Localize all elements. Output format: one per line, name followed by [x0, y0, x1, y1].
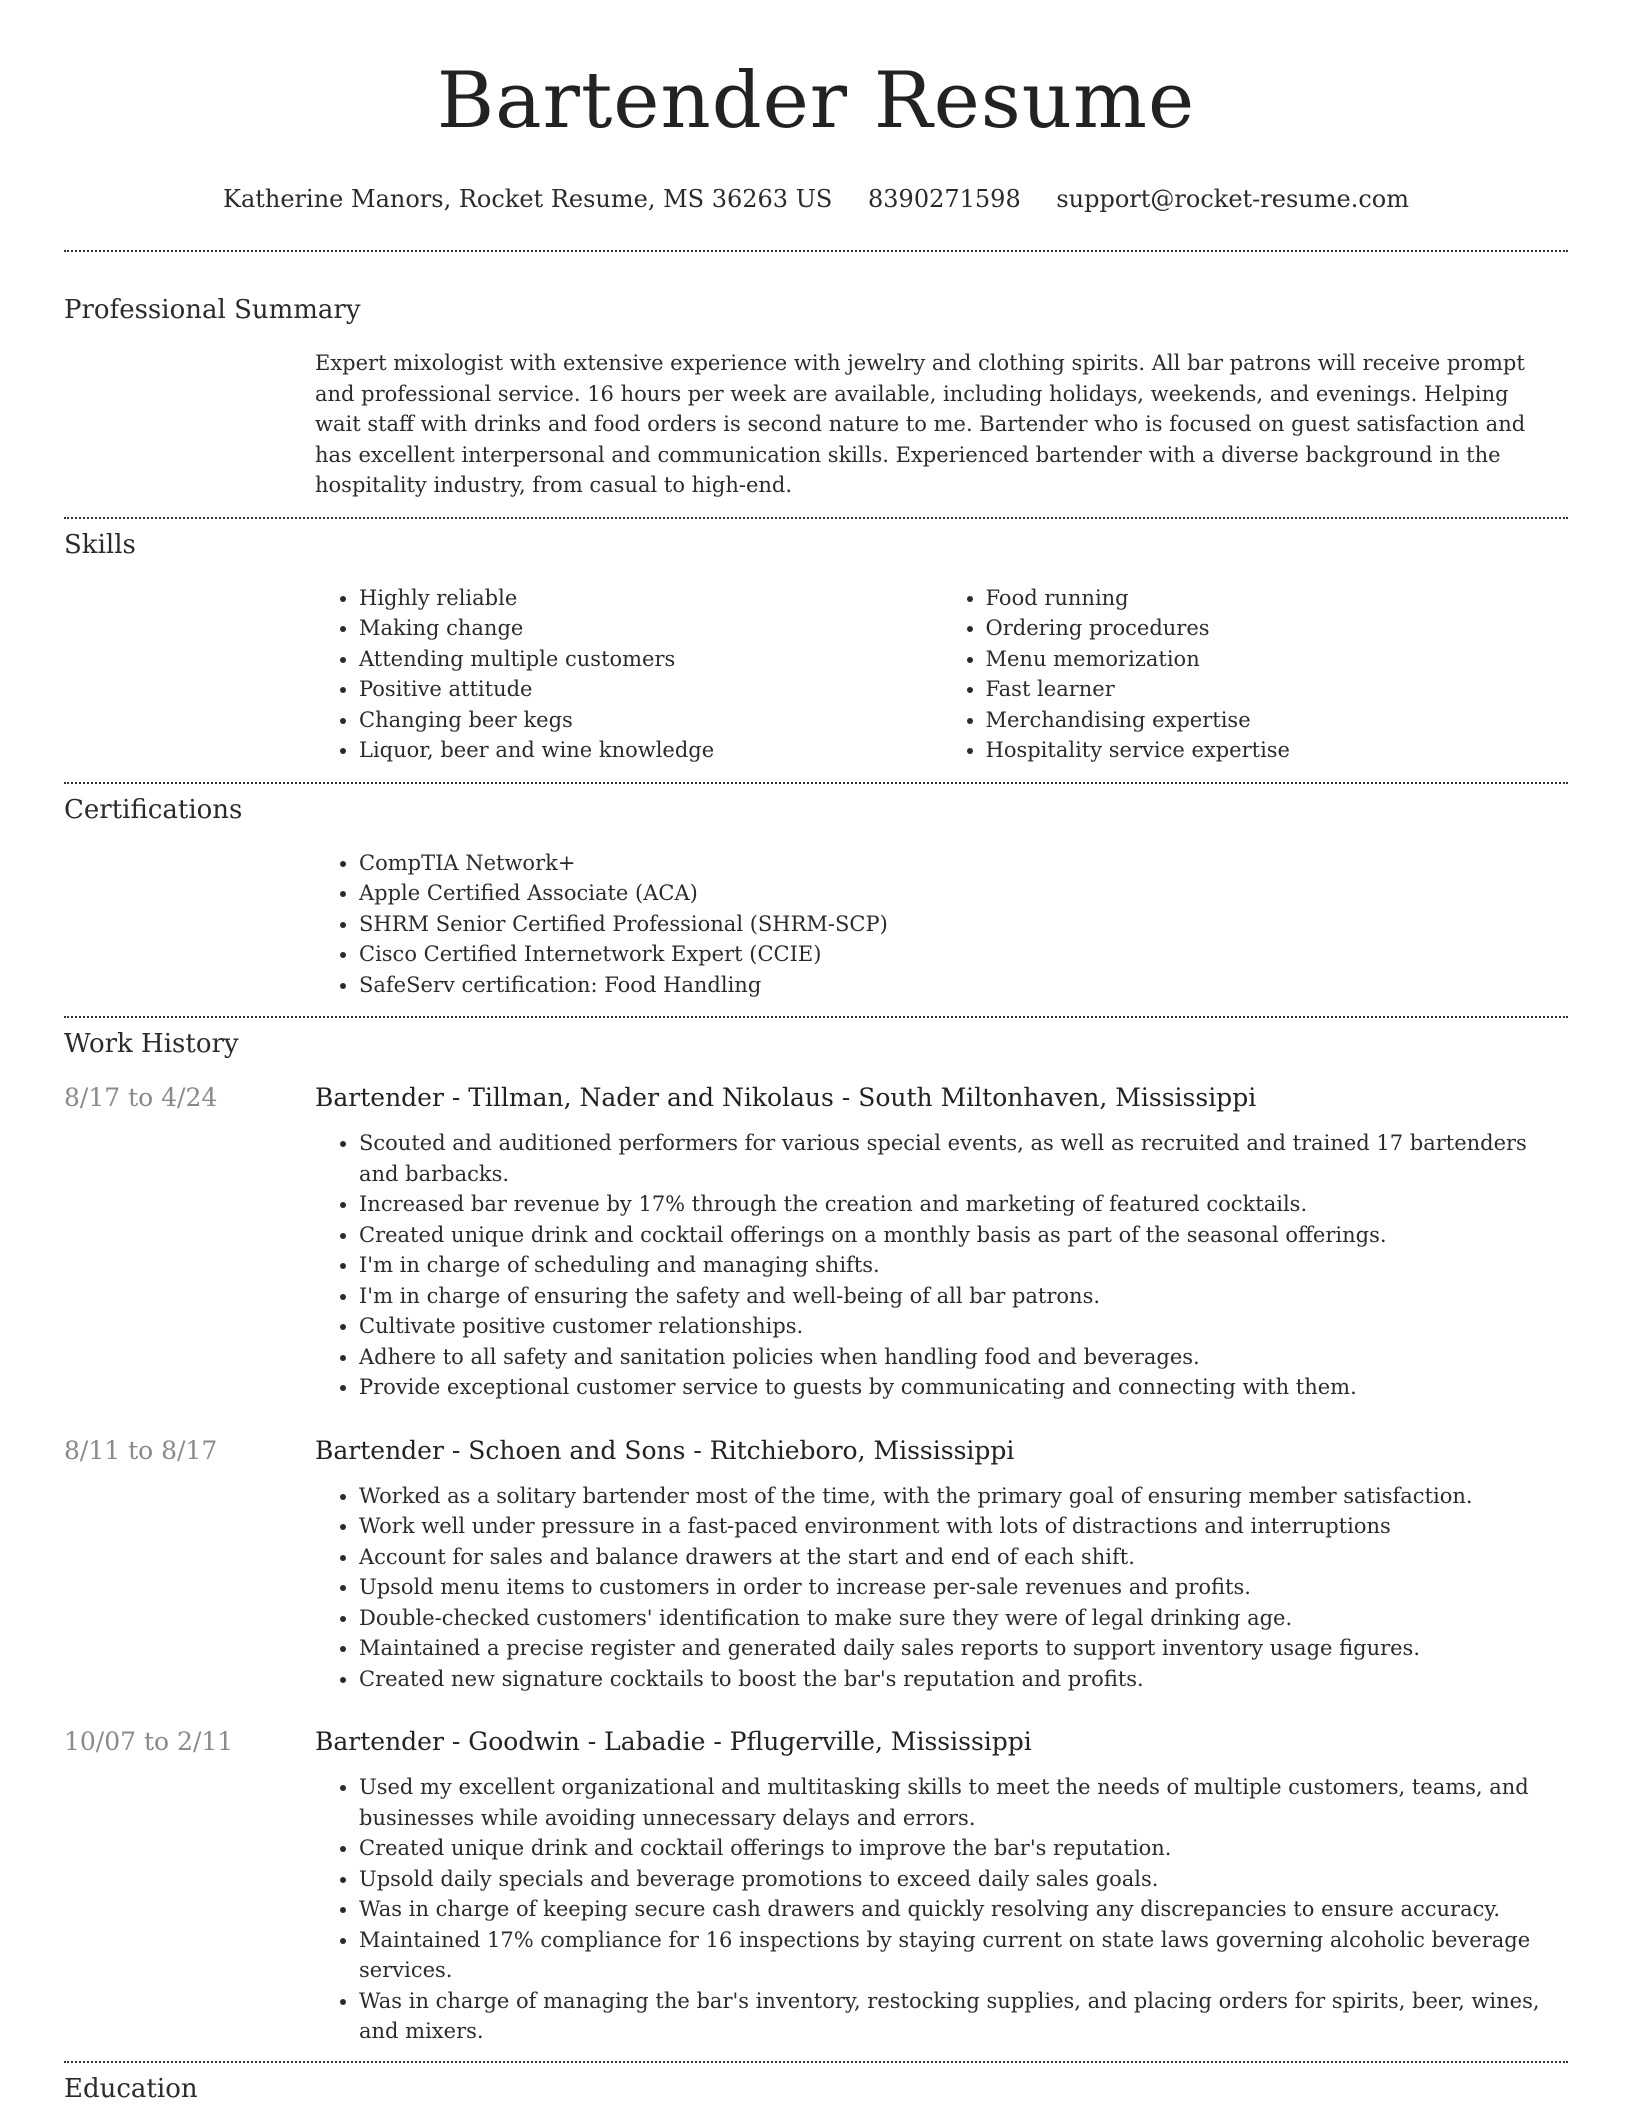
job-bullet: • Upsold daily specials and beverage promotions to exceed daily sales goals.	[359, 1864, 1568, 1895]
job-bullet: • Maintained 17% compliance for 16 inspections by staying current on state laws governing alcoholic beverage services.	[359, 1925, 1568, 1986]
job-title: Bartender - Schoen and Sons - Ritchieboro, Mississippi	[315, 1435, 1015, 1465]
job-dates: 8/11 to 8/17	[64, 1435, 218, 1465]
summary-heading: Professional Summary	[64, 295, 361, 325]
job-entry	[64, 1082, 1568, 1403]
certifications-list-wrap	[315, 848, 1568, 1017]
education-section	[64, 2063, 1568, 2105]
skill-item: • Menu memorization	[986, 644, 1569, 675]
skills-grid	[315, 583, 1568, 782]
skill-item: • Ordering procedures	[986, 613, 1569, 644]
summary-text: Expert mixologist with extensive experience with jewelry and clothing spirits. All bar patrons will receive prompt and professional service. 16 hours per week are available, including holidays, weekends, and evenings. Helping wait staff with drinks and food orders is second nature to me. Bartender who is focused on guest satisfaction and has excellent interpersonal and communication skills. Experienced bartender with a diverse background in the hospitality industry, from casual to high-end.	[315, 351, 1526, 497]
job-header	[64, 1435, 1568, 1467]
job-bullet: • Maintained a precise register and generated daily sales reports to support inventory usage figures.	[359, 1633, 1568, 1664]
job-bullet: • Was in charge of keeping secure cash drawers and quickly resolving any discrepancies to ensure accuracy.	[359, 1894, 1568, 1925]
skills-heading: Skills	[64, 529, 136, 560]
job-bullets-wrap	[315, 1128, 1568, 1403]
job-dates: 10/07 to 2/11	[64, 1727, 234, 1756]
certifications-section	[64, 784, 1568, 1017]
contact-address: Katherine Manors, Rocket Resume, MS 36263 US	[223, 185, 833, 213]
job-dates: 8/17 to 4/24	[64, 1083, 218, 1112]
education-heading: Education	[64, 2073, 198, 2104]
job-title: Bartender - Tillman, Nader and Nikolaus - South Miltonhaven, Mississippi	[315, 1083, 1257, 1112]
resume-title: Bartender Resume	[436, 56, 1196, 146]
contact-line	[64, 184, 1568, 214]
certification-item: • Apple Certified Associate (ACA)	[359, 878, 1568, 909]
work-history-heading: Work History	[64, 1029, 239, 1059]
skills-section	[64, 519, 1568, 782]
skill-item: • Fast learner	[986, 674, 1569, 705]
job-header	[64, 1082, 1568, 1114]
job-bullet: • Created new signature cocktails to boost the bar's reputation and profits.	[359, 1664, 1568, 1695]
job-bullets-wrap	[315, 1481, 1568, 1695]
skill-item: • Liquor, beer and wine knowledge	[359, 735, 942, 766]
summary-section	[64, 252, 1568, 517]
skill-item: • Merchandising expertise	[986, 705, 1569, 736]
skill-item: • Attending multiple customers	[359, 644, 942, 675]
contact-email: support@rocket-resume.com	[1056, 185, 1409, 213]
skill-item: • Positive attitude	[359, 674, 942, 705]
job-bullet: • Provide exceptional customer service to guests by communicating and connecting with them.	[359, 1372, 1568, 1403]
job-bullet: • Work well under pressure in a fast-paced environment with lots of distractions and interruptions	[359, 1511, 1568, 1542]
skills-list-right	[942, 583, 1569, 766]
certification-item: • Cisco Certified Internetwork Expert (CCIE)	[359, 939, 1568, 970]
certification-item: • SHRM Senior Certified Professional (SHRM-SCP)	[359, 909, 1568, 940]
job-bullets	[315, 1128, 1568, 1403]
job-bullet: • Created unique drink and cocktail offerings on a monthly basis as part of the seasonal offerings.	[359, 1220, 1568, 1251]
job-title: Bartender - Goodwin - Labadie - Pflugerville, Mississippi	[315, 1727, 1032, 1756]
job-bullet: • Adhere to all safety and sanitation policies when handling food and beverages.	[359, 1342, 1568, 1373]
job-bullet: • Scouted and auditioned performers for various special events, as well as recruited and trained 17 bartenders and barbacks.	[359, 1128, 1568, 1189]
job-bullets-wrap	[315, 1772, 1568, 2061]
job-bullet: • Double-checked customers' identification to make sure they were of legal drinking age.	[359, 1603, 1568, 1634]
job-bullet: • Created unique drink and cocktail offerings to improve the bar's reputation.	[359, 1833, 1568, 1864]
work-history-section	[64, 1018, 1568, 2061]
skill-item: • Food running	[986, 583, 1569, 614]
job-entry	[64, 1726, 1568, 2061]
skill-item: • Highly reliable	[359, 583, 942, 614]
job-bullet: • Used my excellent organizational and multitasking skills to meet the needs of multiple customers, teams, and businesses while avoiding unnecessary delays and errors.	[359, 1772, 1568, 1833]
job-bullet: • Increased bar revenue by 17% through the creation and marketing of featured cocktails.	[359, 1189, 1568, 1220]
job-bullet: • I'm in charge of ensuring the safety and well-being of all bar patrons.	[359, 1281, 1568, 1312]
certifications-heading: Certifications	[64, 794, 243, 825]
job-bullet: • Cultivate positive customer relationships.	[359, 1311, 1568, 1342]
job-bullet: • Account for sales and balance drawers at the start and end of each shift.	[359, 1542, 1568, 1573]
job-bullet: • Worked as a solitary bartender most of the time, with the primary goal of ensuring member satisfaction.	[359, 1481, 1568, 1512]
job-bullets	[315, 1481, 1568, 1695]
certifications-list	[315, 848, 1568, 1001]
contact-phone: 8390271598	[868, 185, 1021, 213]
skill-item: • Hospitality service expertise	[986, 735, 1569, 766]
job-bullet: • Was in charge of managing the bar's inventory, restocking supplies, and placing orders for spirits, beer, wines, and mixers.	[359, 1986, 1568, 2047]
skill-item: • Making change	[359, 613, 942, 644]
certification-item: • SafeServ certification: Food Handling	[359, 970, 1568, 1001]
job-bullet: • I'm in charge of scheduling and managing shifts.	[359, 1250, 1568, 1281]
certification-item: • CompTIA Network+	[359, 848, 1568, 879]
job-bullet: • Upsold menu items to customers in order to increase per-sale revenues and profits.	[359, 1572, 1568, 1603]
job-header	[64, 1726, 1568, 1758]
skill-item: • Changing beer kegs	[359, 705, 942, 736]
job-bullets	[315, 1772, 1568, 2047]
skills-list-left	[315, 583, 942, 766]
job-entry	[64, 1435, 1568, 1695]
